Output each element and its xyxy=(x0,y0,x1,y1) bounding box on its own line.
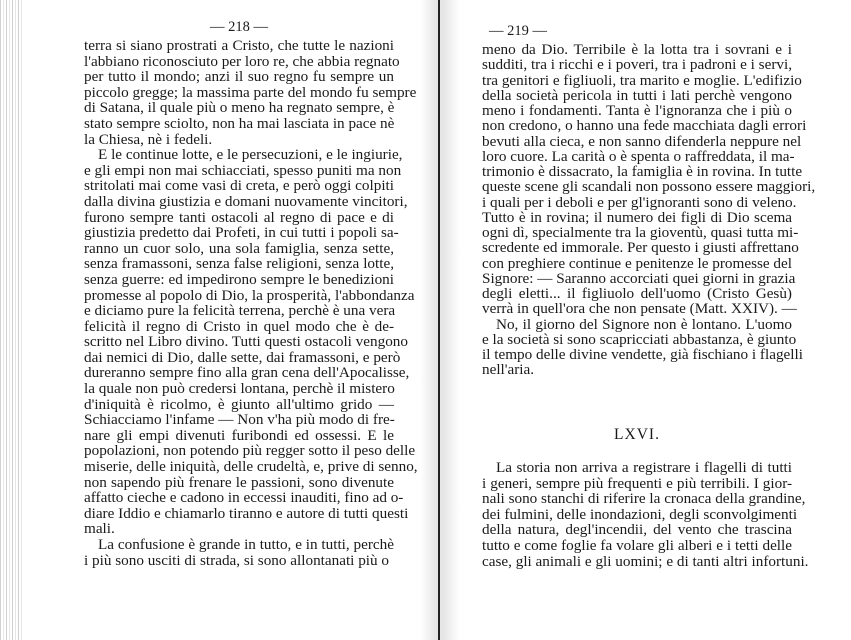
text-line: piccolo gregge; la massima parte del mondo fu sempre xyxy=(84,83,417,101)
chapter-text xyxy=(482,459,809,570)
text-line: promesse al popolo di Dio, la prosperità, l'abbondanza xyxy=(84,286,415,304)
text-line: la quale non può credersi lontana, perchè il mistero xyxy=(84,380,395,398)
text-line: E le continue lotte, e le persecuzioni, e le ingiurie, xyxy=(98,146,403,164)
text-line: miserie, delle iniquità, delle crudeltà, e, prive di senno, xyxy=(84,458,418,476)
book-spine xyxy=(438,0,440,640)
text-line: Signore: — Saranno accorciati quei giorni in grazia xyxy=(482,269,796,287)
text-line: dei fulmini, delle inondazioni, degli sconvolgimenti xyxy=(482,505,798,523)
text-line: queste scene gli scandali non possono essere maggiori, xyxy=(482,178,816,196)
text-line: felicità il regno di Cristo in quel modo che è de- xyxy=(84,317,394,335)
text-line: dureranno sempre fino alla gran cena dell'Apocalisse, xyxy=(84,364,410,382)
text-line: case, gli animali e gli uomini; e di tanti altri infortuni. xyxy=(482,552,809,570)
text-line: della società pericola in tutti i lati perchè vengono xyxy=(482,86,792,104)
text-line: senza framassoni, senza false religioni, senza lotte, xyxy=(84,255,394,273)
text-line: tra genitori e figliuoli, tra marito e moglie. L'edifizio xyxy=(482,71,802,89)
text-line: verrà in quell'ora che non pensate (Matt. XXIV). — xyxy=(482,300,797,318)
text-line: d'iniquità è ricolmo, è giunto all'ultimo grido — xyxy=(84,395,394,413)
text-line: mali. xyxy=(84,520,115,538)
text-line: i generi, sempre più frequenti e più terribili. I gior- xyxy=(482,474,792,492)
text-line: No, il giorno del Signore non è lontano. L'uomo xyxy=(496,315,792,333)
text-line: loro cuore. La carità o è spenta o raffreddata, il ma- xyxy=(482,147,795,165)
text-line: dalla divina giustizia e domani nuovamente vincitori, xyxy=(84,192,408,210)
text-line: non credono, o hanno una fede macchiata dagli errori xyxy=(482,117,807,135)
text-line: non sapendo più frenare le passioni, sono divenute xyxy=(84,473,394,491)
text-line: sudditi, tra i ricchi e i poveri, tra i padroni e i servi, xyxy=(482,56,792,74)
text-line: nali sono stanchi di riferire la cronaca della grandine, xyxy=(482,490,806,508)
text-line: con preghiere continue e penitenze le promesse del xyxy=(482,254,792,272)
chapter-heading: LXVI. xyxy=(614,426,660,443)
page-number: — 219 — xyxy=(489,23,547,39)
text-line: La confusione è grande in tutto, e in tutti, perchè xyxy=(98,536,394,553)
text-line: meno da Dio. Terribile è la lotta tra i sovrani e i xyxy=(482,41,792,58)
right-page xyxy=(482,20,816,379)
text-line: nell'aria. xyxy=(482,361,535,379)
text-line: affatto cieche e cadono in eccessi inauditi, fino ad o- xyxy=(84,489,404,507)
text-line: Schiacciamo l'infame — Non v'ha più modo di fre- xyxy=(84,411,395,429)
text-line: senza guerre: ed impedirono sempre le benedizioni xyxy=(84,270,394,288)
page-number: — 218 — xyxy=(210,19,268,35)
left-page-text xyxy=(84,37,418,569)
text-line: la Chiesa, nè i fedeli. xyxy=(84,130,213,148)
text-line: stato sempre sciolto, non ha mai lasciata in pace nè xyxy=(84,114,395,132)
text-line: giustizia predetto dai Profeti, in cui tutti i popoli sa- xyxy=(84,224,399,242)
text-line: e diciamo pure la felicità terrena, perchè è una vera xyxy=(84,302,396,320)
text-line: tutto e come foglie fa volare gli alberi e i tetti delle xyxy=(482,536,792,554)
text-line: popolazioni, non potendo più regger sotto il peso delle xyxy=(84,442,416,460)
text-line: ogni dì, specialmente tra la gioventù, quasi tutta mi- xyxy=(482,224,799,241)
text-line: degli eletti... il figliuolo dell'uomo (Cristo Gesù) xyxy=(482,285,792,302)
text-line: scredente ed immorale. Per questo i giusti affrettano xyxy=(482,239,799,257)
text-line: furono sempre tanti ostacoli al regno di pace e di xyxy=(84,208,394,226)
right-page-text xyxy=(482,41,816,379)
text-line: il tempo delle divine vendette, già fischiano i flagelli xyxy=(482,346,803,363)
text-line: di Satana, il quale più o meno ha regnato sempre, è xyxy=(84,99,395,117)
text-line: l'abbiano riconosciuto per loro re, che abbia regnato xyxy=(84,52,400,70)
text-line: Tutto è in rovina; il numero dei figli di Dio scema xyxy=(482,208,792,226)
text-line: e gli empi non mai schiacciati, spesso puniti ma non xyxy=(84,161,402,179)
text-line: terra si siano prostrati a Cristo, che tutte le nazioni xyxy=(84,37,394,54)
text-line: e la società si sono scapricciati abbastanza, è giunto xyxy=(482,330,797,348)
text-line: ranno un cuor solo, una sola famiglia, senza sette, xyxy=(84,239,394,257)
text-line: per tutto il mondo; anzi il suo regno fu sempre un xyxy=(84,68,394,86)
gutter-shading xyxy=(420,0,460,640)
text-line: La storia non arriva a registrare i flagelli di tutti xyxy=(496,459,792,476)
text-line: trimonio è dissacrato, la famiglia è in rovina. In tutte xyxy=(482,163,803,180)
text-line: diare Iddio e chiamarlo tiranno e autore di tutti questi xyxy=(84,504,409,522)
text-line: scritto nel Libro divino. Tutti questi ostacoli vengono xyxy=(84,333,408,351)
left-page xyxy=(84,16,418,569)
text-line: dai nemici di Dio, dalle sette, dai framassoni, e però xyxy=(84,348,401,366)
text-line: meno i fondamenti. Tanta è l'ignoranza che i più o xyxy=(482,102,792,119)
text-line: nare gli empi divenuti furibondi ed ossessi. E le xyxy=(84,426,394,444)
text-line: della natura, degl'incendii, del vento che trascina xyxy=(482,521,792,539)
text-line: i quali per i deboli e per gl'ignoranti sono di veleno. xyxy=(482,193,797,211)
text-line: stritolati mai come vasi di creta, e però oggi colpiti xyxy=(84,177,394,195)
text-line: bevuti alla cieca, e non sanno difenderla neppure nel xyxy=(482,132,802,150)
page-edge-shading xyxy=(0,0,22,640)
text-line: i più sono usciti di strada, si sono allontanati più o xyxy=(84,551,389,569)
